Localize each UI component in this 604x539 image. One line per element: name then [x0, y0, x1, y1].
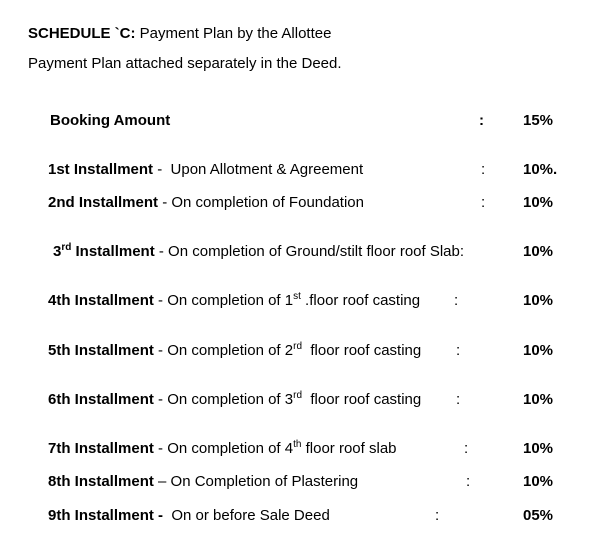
row-value: 05% [523, 507, 554, 524]
row-value: 10% [523, 473, 554, 490]
row-value: 10%. [523, 161, 558, 178]
row-colon: : [454, 292, 459, 309]
schedule-title-rest: Payment Plan by the Allottee [135, 25, 332, 42]
payment-row-7th [0, 439, 604, 458]
row-value: 10% [523, 243, 554, 260]
row-text: 2nd Installment - On completion of Foundation [48, 194, 364, 211]
row-text: 3rd Installment - On completion of Ground/stilt floor roof Slab: [53, 242, 465, 260]
row-colon: : [479, 112, 484, 129]
payment-row-booking [0, 111, 604, 130]
payment-row-4th [0, 291, 604, 310]
row-text: 1st Installment - Upon Allotment & Agreement [48, 161, 364, 178]
payment-row-6th [0, 390, 604, 409]
row-text: Booking Amount [50, 112, 171, 129]
row-text: 5th Installment - On completion of 2rd floor roof casting [48, 341, 422, 359]
schedule-subtitle: Payment Plan attached separately in the Deed. [28, 55, 342, 72]
row-value: 10% [523, 391, 554, 408]
row-colon: : [481, 161, 486, 178]
row-value: 15% [523, 112, 554, 129]
row-value: 10% [523, 292, 554, 309]
row-colon: : [435, 507, 440, 524]
payment-row-3rd [0, 242, 604, 261]
row-value: 10% [523, 194, 554, 211]
row-colon: : [456, 342, 461, 359]
row-text: 9th Installment - On or before Sale Deed [48, 507, 330, 524]
payment-row-8th [0, 472, 604, 491]
row-text: 6th Installment - On completion of 3rd floor roof casting [48, 390, 422, 408]
row-text: 8th Installment – On Completion of Plastering [48, 473, 359, 490]
payment-row-5th [0, 341, 604, 360]
payment-row-9th [0, 506, 604, 525]
schedule-title-bold: SCHEDULE `C: [28, 25, 136, 42]
schedule-title [28, 24, 331, 43]
payment-row-2nd [0, 193, 604, 212]
row-colon: : [456, 391, 461, 408]
row-value: 10% [523, 342, 554, 359]
payment-row-1st [0, 160, 604, 179]
row-text: 4th Installment - On completion of 1st .floor roof casting [48, 291, 421, 309]
row-colon: : [466, 473, 471, 490]
row-colon: : [481, 194, 486, 211]
row-value: 10% [523, 440, 554, 457]
row-text: 7th Installment - On completion of 4th floor roof slab [48, 439, 397, 457]
row-colon: : [464, 440, 469, 457]
